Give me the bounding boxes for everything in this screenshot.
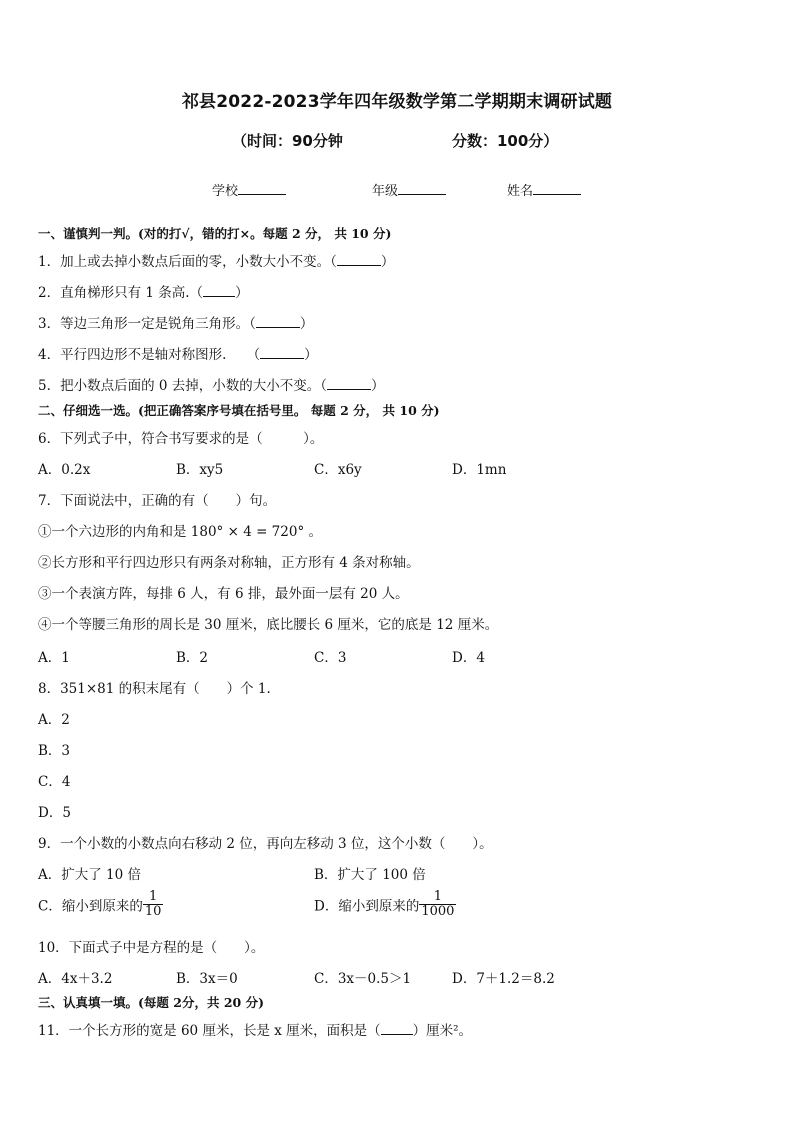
- q8-option-b[interactable]: B．3: [38, 743, 71, 759]
- q8-option-a[interactable]: A．2: [38, 712, 70, 728]
- answer-blank-11[interactable]: [381, 1022, 413, 1035]
- answer-blank-5[interactable]: [327, 377, 371, 390]
- q8-option-c[interactable]: C．4: [38, 774, 71, 790]
- question-3: 3．等边三角形一定是锐角三角形。（ ）: [38, 316, 314, 332]
- fraction-one-tenth: $\frac{1}{10}$: [144, 889, 162, 919]
- answer-blank-3[interactable]: [256, 315, 300, 328]
- q10-option-b[interactable]: B．3x＝0: [176, 971, 238, 987]
- q7-statement-1: ①一个六边形的内角和是 180° × 4 = 720° 。: [38, 524, 322, 540]
- q7-option-a[interactable]: A．1: [38, 650, 70, 666]
- q9-option-c[interactable]: C．缩小到原来的 $\frac{1}{10}$: [38, 889, 162, 919]
- question-1: 1．加上或去掉小数点后面的零，小数大小不变。（ ）: [38, 254, 395, 270]
- grade-label: 年级: [372, 184, 399, 199]
- question-2: 2．直角梯形只有 1 条高.（ ）: [38, 285, 249, 301]
- answer-blank-4[interactable]: [260, 346, 304, 359]
- question-9: 9．一个小数的小数点向右移动 2 位，再向左移动 3 位，这个小数（ ）。: [38, 836, 493, 852]
- q7-option-c[interactable]: C．3: [314, 650, 347, 666]
- q10-option-d[interactable]: D．7＋1.2＝8.2: [452, 971, 555, 987]
- section-3-heading: 三、认真填一填。(每题 2分，共 20 分): [38, 995, 264, 1010]
- answer-blank-1[interactable]: [337, 253, 381, 266]
- q9-option-d[interactable]: D．缩小到原来的 $\frac{1}{1000}$: [314, 889, 455, 919]
- score-label: 分数：100分）: [452, 132, 559, 150]
- question-10: 10．下面式子中是方程的是（ ）。: [38, 940, 265, 956]
- page-title: 祁县2022-2023学年四年级数学第二学期期末调研试题: [181, 92, 613, 112]
- q10-option-c[interactable]: C．3x－0.5＞1: [314, 971, 412, 987]
- q7-option-d[interactable]: D．4: [452, 650, 485, 666]
- name-field[interactable]: [507, 180, 581, 199]
- answer-blank-2[interactable]: [203, 284, 235, 297]
- q10-option-a[interactable]: A．4x＋3.2: [38, 971, 113, 987]
- grade-blank[interactable]: [398, 182, 446, 195]
- q9-option-b[interactable]: B．扩大了 100 倍: [314, 867, 426, 883]
- school-blank[interactable]: [238, 182, 286, 195]
- name-label: 姓名: [507, 184, 534, 199]
- time-label: （时间：90分钟: [232, 132, 343, 150]
- question-8: 8．351×81 的积末尾有（ ）个 1.: [38, 681, 271, 697]
- grade-field[interactable]: [372, 180, 446, 199]
- fraction-one-thousandth: $\frac{1}{1000}$: [421, 889, 455, 919]
- q7-statement-3: ③一个表演方阵，每排 6 人，有 6 排，最外面一层有 20 人。: [38, 586, 409, 602]
- q9-option-a[interactable]: A．扩大了 10 倍: [38, 867, 142, 883]
- section-1-heading: 一、谨慎判一判。(对的打√，错的打×。每题 2 分， 共 10 分): [38, 226, 392, 241]
- school-label: 学校: [212, 184, 239, 199]
- q7-statement-2: ②长方形和平行四边形只有两条对称轴，正方形有 4 条对称轴。: [38, 555, 420, 571]
- q6-option-d[interactable]: D．1mn: [452, 462, 507, 478]
- q6-option-a[interactable]: A．0.2x: [38, 462, 91, 478]
- school-field[interactable]: [212, 180, 286, 199]
- question-7: 7．下面说法中，正确的有（ ）句。: [38, 493, 277, 509]
- name-blank[interactable]: [533, 182, 581, 195]
- question-6: 6．下列式子中，符合书写要求的是（ ）。: [38, 431, 324, 447]
- q6-option-c[interactable]: C．x6y: [314, 462, 362, 478]
- section-2-heading: 二、仔细选一选。(把正确答案序号填在括号里。 每题 2 分， 共 10 分): [38, 403, 440, 418]
- q7-statement-4: ④一个等腰三角形的周长是 30 厘米，底比腰长 6 厘米，它的底是 12 厘米。: [38, 617, 499, 633]
- q6-option-b[interactable]: B．xy5: [176, 462, 224, 478]
- q8-option-d[interactable]: D．5: [38, 805, 71, 821]
- q7-option-b[interactable]: B．2: [176, 650, 209, 666]
- question-11: 11．一个长方形的宽是 60 厘米，长是 x 厘米，面积是（ ）厘米²。: [38, 1023, 473, 1039]
- question-5: 5．把小数点后面的 0 去掉，小数的大小不变。（ ）: [38, 378, 385, 394]
- question-4: 4．平行四边形不是轴对称图形. （ ）: [38, 347, 318, 363]
